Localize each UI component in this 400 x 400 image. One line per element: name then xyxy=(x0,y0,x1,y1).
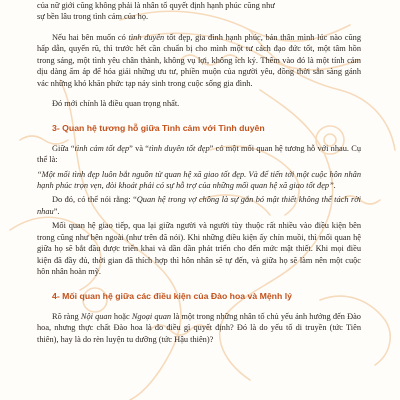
text-run: ” và “ xyxy=(129,143,150,153)
text-run: Giữa “ xyxy=(52,143,75,153)
text-run: ” có một mối quan hệ tương hỗ với nhau. Cụ thể là: xyxy=(37,143,361,165)
italic-term: tình duyên xyxy=(128,32,165,42)
italic-quote: Quan hệ trong vợ chồng là sự gắn bó mật thiết không thể tách rời nhau xyxy=(37,195,361,216)
text-run: hoặc xyxy=(111,311,132,321)
text-run: Do đó, có thể nói rằng: “ xyxy=(52,195,137,205)
paragraph-social-relations: Mối quan hệ giao tiếp, qua lại giữa người và người tùy thuộc rất nhiều vào điều kiện bên trong cũng như bên ngoài (như trên đã nói). Khi những điều kiện ấy chín muồi, thì mối quan hệ giữa họ sẽ bắt đầu được triển khai và dần dần phát triển cho đến mức mật thiết. Khi mọi điều kiện đã đầy đủ, thời gian đã thích hợp thì hôn nhân sẽ tự đến, và giữa họ sẽ làm nên một cuộc hôn nhân hoàn mỹ. xyxy=(37,221,361,277)
italic-term: tình duyên tốt đẹp xyxy=(149,143,210,153)
italic-term: Ngoại quan xyxy=(131,311,172,321)
text-run: là một trong những nhân tố chủ yếu ảnh hưởng đến Đào hoa, nhưng thực chất Đào hoa là do điều gì quyết định? Đó là do yếu tố di truyền (tức Tiên thiên), hay là do rèn luyện tu dưỡng (tức Hậu thiên)? xyxy=(37,311,361,344)
paragraph-line: của nữ giới cũng không phải là nhân tố quyết định hạnh phúc cũng như xyxy=(37,1,275,10)
text-run: Rõ ràng xyxy=(52,311,81,321)
text-run: Nếu hai bên muốn có xyxy=(52,32,129,42)
page-content xyxy=(37,0,361,345)
text-run: tốt đẹp, gia đình hạnh phúc, bản thân mình lúc nào cũng hấp dẫn, quyến rũ, thì trước hết cần chuẩn bị cho mình một tư cách đạo đức tốt, một tâm hồn trong sáng, một tình yêu chân thành, không vụ lợi, không ích kỷ. Thêm vào đó là một tính cảm dịu dàng ấm áp để hóa giải những ưu tư, phiền muộn của người yêu, đồng thời sẵn sàng gánh vác những khó khăn phức tạp nảy sinh trong cuộc sống gia đình. xyxy=(37,32,361,88)
paragraph-love-fate xyxy=(37,32,361,89)
section-heading-3: 3- Quan hệ tương hỗ giữa Tình cảm với Tình duyên xyxy=(52,122,265,133)
paragraph-line: sự bền lâu trong tình cảm của họ. xyxy=(37,12,149,22)
italic-term: Nội quan xyxy=(80,311,112,321)
paragraph-couple-bond xyxy=(37,194,361,217)
italic-term: tình cảm tốt đẹp xyxy=(74,143,130,153)
paragraph-conclusion: Đó mới chính là điều quan trọng nhất. xyxy=(52,99,180,109)
text-run: ”. xyxy=(53,206,60,216)
paragraph-mutual-relation xyxy=(37,143,361,166)
quote-block: “Một mối tình đẹp luôn bắt nguồn từ quan hệ xã giao tốt đẹp. Và để tiến tới một cuộc hôn nhân hạnh phúc trọn vẹn, đòi khoát phải có sự hỗ trợ của những mối quan hệ xã giao tốt đẹp”. xyxy=(37,169,361,190)
paragraph-peach-blossom xyxy=(37,311,361,345)
section-heading-4: 4- Mối quan hệ giữa các điều kiện của Đào hoa và Mệnh lý xyxy=(52,290,292,301)
